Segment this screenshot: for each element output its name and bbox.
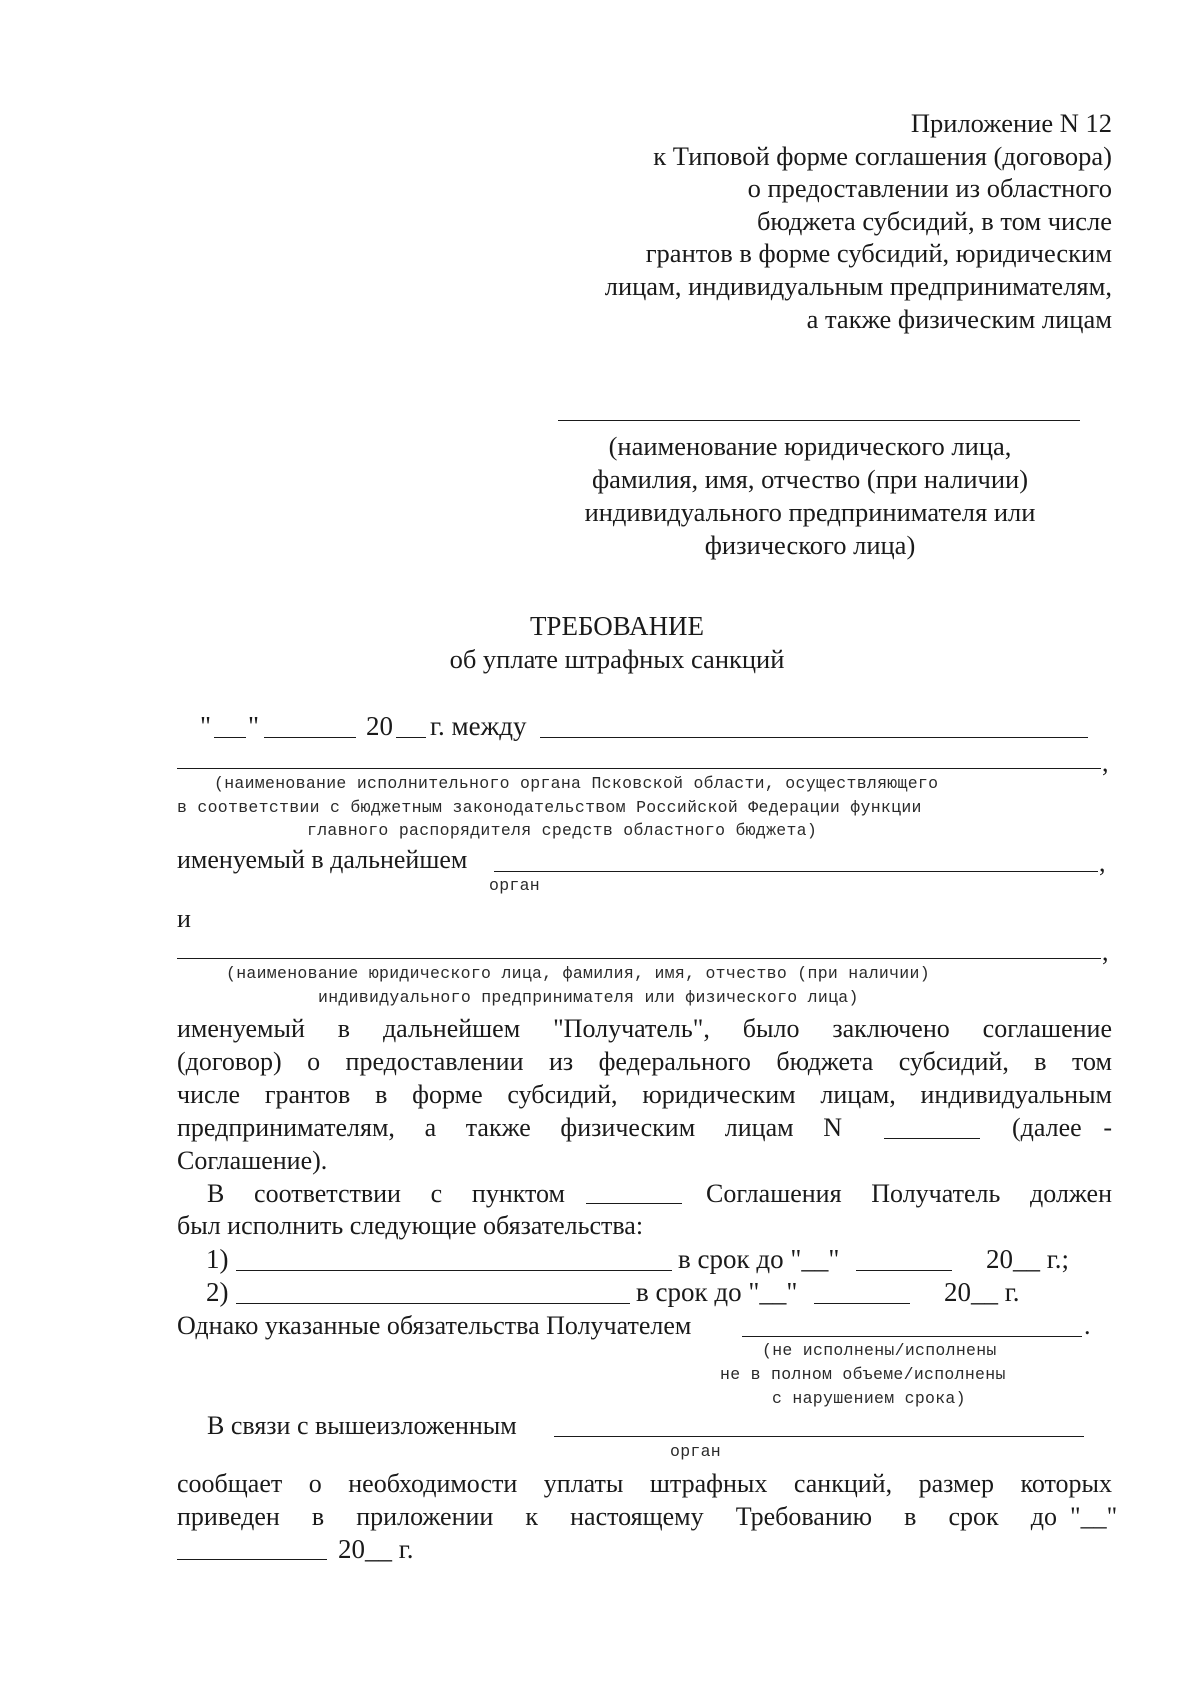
year-prefix: 20 — [366, 711, 393, 741]
final-month-blank[interactable] — [177, 1559, 327, 1560]
party-one-comma: , — [1102, 748, 1109, 777]
hereinafter-comma: , — [1099, 848, 1106, 877]
and-word: и — [177, 904, 191, 933]
organ-short-name-blank[interactable] — [494, 871, 1098, 872]
status-blank[interactable] — [742, 1336, 1082, 1337]
obligation-number: 1) — [206, 1244, 229, 1274]
body-line: сообщает о необходимости уплаты штрафных санкций, размер которых — [177, 1469, 1112, 1498]
body-line: приведен в приложении к настоящему Требованию в срок до — [177, 1502, 1057, 1531]
obligation-2-blank[interactable] — [236, 1303, 630, 1304]
obligation-1-blank[interactable] — [236, 1270, 672, 1271]
date-quote-close: " — [248, 711, 260, 741]
status-caption-line: (не исполнены/исполнены — [762, 1341, 997, 1360]
consequence-text: В связи с вышеизложенным — [207, 1411, 517, 1440]
recipient-caption-line: (наименование юридического лица, — [608, 431, 1012, 461]
appendix-line: грантов в форме субсидий, юридическим — [645, 238, 1112, 269]
status-caption-line: с нарушением срока) — [772, 1389, 966, 1408]
agreement-number-blank[interactable] — [884, 1138, 980, 1139]
obligation-deadline-label: в срок до "__" — [678, 1244, 840, 1274]
body-line: Соглашение). — [177, 1146, 328, 1175]
organ-label: орган — [489, 876, 541, 895]
organ-caption-line: (наименование исполнительного органа Псковской области, осуществляющего — [214, 774, 939, 793]
body-line: именуемый в дальнейшем "Получатель", было заключено соглашение — [177, 1014, 1112, 1043]
body-line: Соглашения Получатель должен — [706, 1179, 1112, 1208]
document-subtitle: об уплате штрафных санкций — [449, 644, 785, 674]
body-line: предпринимателям, а также физическим лицам N — [177, 1113, 842, 1142]
recipient-name-blank[interactable] — [558, 420, 1080, 421]
final-day-quote: "__" — [1070, 1502, 1118, 1531]
day-blank[interactable] — [214, 737, 246, 738]
body-line: числе грантов в форме субсидий, юридическим лицам, индивидуальным — [177, 1080, 1112, 1109]
appendix-header — [412, 107, 1112, 335]
year-blank[interactable] — [396, 737, 426, 738]
obligation-1-month-blank[interactable] — [856, 1270, 952, 1271]
recipient-full-name-blank[interactable] — [177, 958, 1101, 959]
document-title-block — [0, 610, 1200, 676]
body-line: (договор) о предоставлении из федерального бюджета субсидий, в том — [177, 1047, 1112, 1076]
appendix-line: а также физическим лицам — [806, 303, 1112, 334]
organ-caption-line: в соответствии с бюджетным законодательством Российской Федерации функции — [177, 798, 922, 817]
appendix-line: к Типовой форме соглашения (договора) — [653, 140, 1112, 171]
recipient-name-caption-line: индивидуального предпринимателя или физического лица) — [318, 988, 859, 1007]
recipient-caption-line: индивидуального предпринимателя или — [584, 497, 1036, 527]
party-one-blank-a[interactable] — [540, 737, 1088, 738]
obligation-year: 20__ г. — [944, 1277, 1020, 1307]
between-label: г. между — [430, 711, 527, 741]
organ-caption-line: главного распорядителя средств областного бюджета) — [307, 821, 818, 840]
hereinafter-text: именуемый в дальнейшем — [177, 845, 468, 874]
however-text: Однако указанные обязательства Получателем — [177, 1311, 692, 1340]
clause-number-blank[interactable] — [586, 1203, 682, 1204]
final-year: 20__ г. — [338, 1534, 414, 1564]
however-period: . — [1084, 1311, 1091, 1340]
body-line: (далее - — [1012, 1113, 1112, 1142]
status-caption-line: не в полном объеме/исполнены — [720, 1365, 1006, 1384]
obligation-year: 20__ г.; — [986, 1244, 1070, 1274]
recipient-caption-line: физического лица) — [704, 530, 916, 560]
recipient-caption-line: фамилия, имя, отчество (при наличии) — [591, 464, 1029, 494]
recipient-name-caption-line: (наименование юридического лица, фамилия, имя, отчество (при наличии) — [226, 964, 930, 983]
body-line: был исполнить следующие обязательства: — [177, 1211, 644, 1240]
appendix-line: о предоставлении из областного — [747, 173, 1112, 204]
appendix-line: Приложение N 12 — [910, 108, 1112, 138]
month-blank[interactable] — [264, 737, 356, 738]
obligation-number: 2) — [206, 1277, 229, 1307]
organ-label: орган — [670, 1442, 722, 1461]
document-title: ТРЕБОВАНИЕ — [529, 611, 705, 641]
obligation-deadline-label: в срок до "__" — [636, 1277, 798, 1307]
consequence-organ-blank[interactable] — [554, 1436, 1084, 1437]
party-one-blank-b[interactable] — [177, 768, 1101, 769]
obligation-2-month-blank[interactable] — [814, 1303, 910, 1304]
recipient-comma: , — [1102, 937, 1109, 966]
body-line: В соответствии с пунктом — [207, 1179, 565, 1208]
recipient-caption — [520, 430, 1100, 562]
date-quote-open: " — [200, 711, 212, 741]
appendix-line: бюджета субсидий, в том числе — [756, 205, 1112, 236]
appendix-line: лицам, индивидуальным предпринимателям, — [604, 270, 1112, 301]
